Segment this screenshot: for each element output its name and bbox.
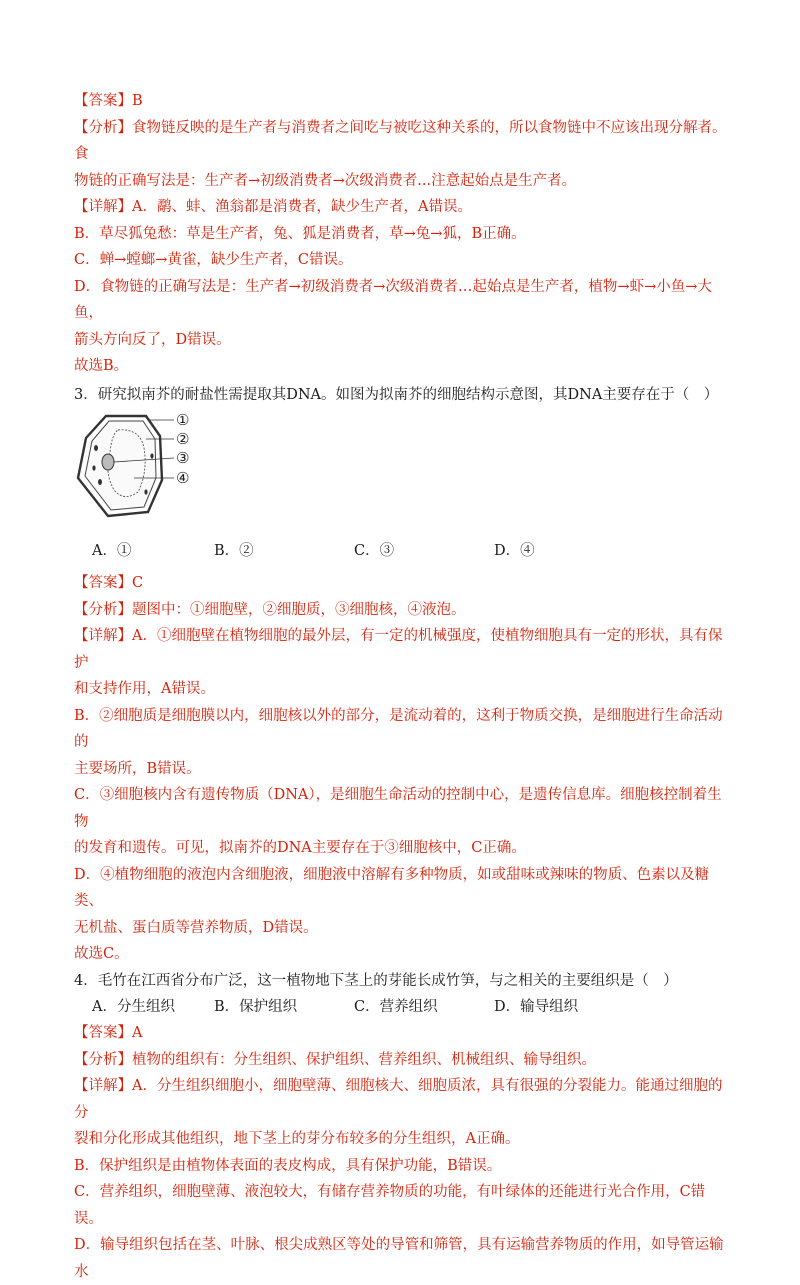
detail-tag: 【详解】 bbox=[74, 628, 132, 644]
plant-cell-figure bbox=[74, 412, 734, 530]
q2-analysis bbox=[74, 115, 734, 168]
q3-detail-b-line2: 主要场所，B错误。 bbox=[74, 760, 201, 777]
organelle-dot bbox=[150, 453, 153, 458]
q3-conclusion: 故选C。 bbox=[74, 946, 129, 962]
q4-answer bbox=[74, 1020, 734, 1047]
q4-analysis bbox=[74, 1047, 734, 1074]
label-2: ② bbox=[176, 430, 190, 448]
q4-detail-a bbox=[74, 1073, 734, 1126]
organelle-dot bbox=[98, 479, 102, 485]
q2-detail-a bbox=[74, 194, 734, 221]
organelle-dot bbox=[94, 445, 98, 451]
organelle-dot bbox=[144, 489, 147, 494]
detail-text: A．①细胞壁在植物细胞的最外层，有一定的机械强度，使植物细胞具有一定的形状，具有保护 bbox=[74, 628, 723, 671]
q2-detail-c: C．蝉→螳螂→黄雀，缺少生产者，C错误。 bbox=[74, 252, 353, 268]
q2-detail-d-line2: 箭头方向反了，D错误。 bbox=[74, 331, 231, 348]
q3-detail-c: C．③细胞核内含有遗传物质（DNA），是细胞生命活动的控制中心，是遗传信息库。细胞核控制着生物 bbox=[74, 787, 722, 830]
option-b: B．② bbox=[214, 543, 254, 559]
q3-analysis bbox=[74, 597, 734, 624]
q2-analysis-line2: 物链的正确写法是：生产者→初级消费者→次级消费者...注意起始点是生产者。 bbox=[74, 172, 577, 189]
q4-detail-b: B．保护组织是由植物体表面的表皮构成，具有保护功能，B错误。 bbox=[74, 1157, 502, 1174]
analysis-text: 植物的组织有：分生组织、保护组织、营养组织、机械组织、输导组织。 bbox=[132, 1051, 596, 1068]
option-a: A．① bbox=[92, 543, 132, 559]
answer-tag: 【答案】 bbox=[74, 93, 132, 109]
q3-detail-d: D．④植物细胞的液泡内含细胞液，细胞液中溶解有多种物质，如或甜味或辣味的物质、色素以及糖类、 bbox=[74, 866, 710, 909]
analysis-text: 题图中：①细胞壁，②细胞质，③细胞核，④液泡。 bbox=[132, 601, 466, 618]
q3-detail-a-line2: 和支持作用，A错误。 bbox=[74, 681, 215, 697]
page-content bbox=[74, 88, 734, 1285]
analysis-text: 食物链反映的是生产者与消费者之间吃与被吃这种关系的，所以食物链中不应该出现分解者。食 bbox=[74, 119, 727, 162]
option-b: B．保护组织 bbox=[214, 999, 298, 1015]
label-1: ① bbox=[176, 412, 190, 429]
q3-options bbox=[74, 538, 734, 564]
option-c: C．③ bbox=[354, 543, 395, 559]
q2-detail-d: D．食物链的正确写法是：生产者→初级消费者→次级消费者…起始点是生产者，植物→虾→小鱼→大鱼， bbox=[74, 278, 712, 321]
analysis-tag: 【分析】 bbox=[74, 119, 132, 136]
q2-detail-b: B．草尽狐兔愁：草是生产者，兔、狐是消费者，草→兔→狐，B正确。 bbox=[74, 225, 526, 242]
q2-conclusion: 故选B。 bbox=[74, 358, 129, 374]
answer-value: B bbox=[132, 93, 143, 109]
q4-stem: 4．毛竹在江西省分布广泛，这一植物地下茎上的芽能长成竹笋，与之相关的主要组织是（ ） bbox=[74, 972, 678, 989]
detail-text: A．分生组织细胞小，细胞壁薄、细胞核大、细胞质浓，具有很强的分裂能力。能通过细胞的分 bbox=[74, 1078, 723, 1121]
q4-detail-a-line2: 裂和分化形成其他组织，地下茎上的芽分布较多的分生组织，A正确。 bbox=[74, 1131, 520, 1147]
detail-text: A．鹬、蚌、渔翁都是消费者，缺少生产者，A错误。 bbox=[132, 199, 472, 215]
q3-stem: 3．研究拟南芥的耐盐性需提取其DNA。如图为拟南芥的细胞结构示意图，其DNA主要存在于（ ） bbox=[74, 386, 719, 403]
answer-tag: 【答案】 bbox=[74, 575, 132, 591]
q4-detail-c: C．营养组织，细胞壁薄、液泡较大，有储存营养物质的功能，有叶绿体的还能进行光合作用，C错误。 bbox=[74, 1184, 706, 1227]
analysis-tag: 【分析】 bbox=[74, 1051, 132, 1068]
nucleus-shape bbox=[102, 454, 114, 470]
option-d: D．④ bbox=[494, 543, 535, 559]
answer-value: C bbox=[132, 575, 144, 591]
q4-detail-d: D．输导组织包括在茎、叶脉、根尖成熟区等处的导管和筛管，具有运输营养物质的作用，如导管运输水 bbox=[74, 1237, 724, 1280]
q3-detail-d-line2: 无机盐、蛋白质等营养物质，D错误。 bbox=[74, 919, 318, 936]
option-c: C．营养组织 bbox=[354, 999, 438, 1015]
q2-answer bbox=[74, 88, 734, 115]
organelle-dot bbox=[92, 465, 95, 470]
answer-value: A bbox=[132, 1025, 143, 1041]
option-a: A．分生组织 bbox=[92, 999, 175, 1015]
label-3: ③ bbox=[176, 449, 190, 467]
q3-detail-a bbox=[74, 623, 734, 676]
q4-options bbox=[74, 994, 734, 1020]
option-d: D．输导组织 bbox=[494, 999, 579, 1015]
plant-cell-diagram bbox=[74, 412, 204, 524]
detail-tag: 【详解】 bbox=[74, 199, 132, 215]
q3-answer bbox=[74, 570, 734, 597]
q3-detail-c-line2: 的发育和遗传。可见，拟南芥的DNA主要存在于③细胞核中，C正确。 bbox=[74, 840, 526, 856]
detail-tag: 【详解】 bbox=[74, 1078, 132, 1094]
label-4: ④ bbox=[176, 469, 190, 487]
answer-tag: 【答案】 bbox=[74, 1025, 132, 1041]
analysis-tag: 【分析】 bbox=[74, 601, 132, 618]
q3-detail-b: B．②细胞质是细胞膜以内，细胞核以外的部分，是流动着的，这利于物质交换，是细胞进行生命活动的 bbox=[74, 707, 723, 750]
